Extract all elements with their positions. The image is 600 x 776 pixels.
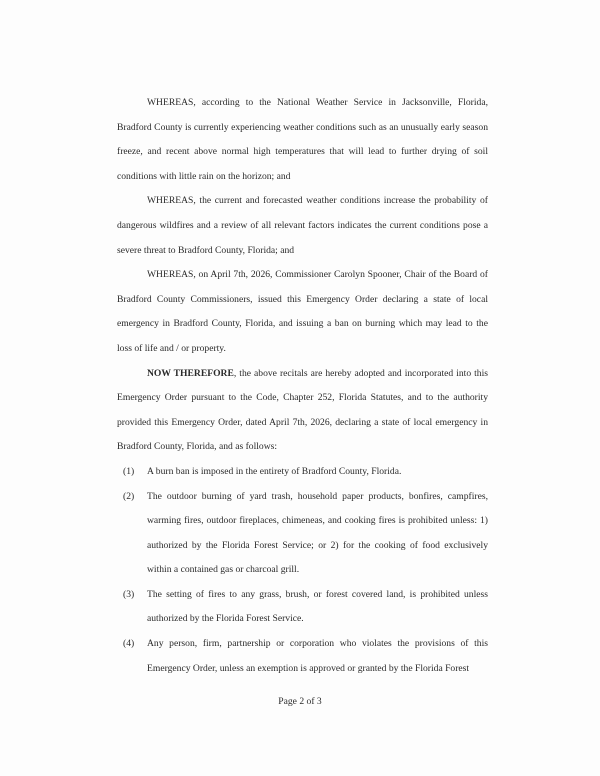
list-item-text: The outdoor burning of yard trash, household paper products, bonfires, campfires, warming fires, outdoor fireplaces, chimeneas, and cooking fires is prohibited unless: 1) authorized by the Florida Forest Service; or 2) for the cooking of food exclusively within a contained gas or charcoal grill. [147,490,488,576]
page-number-footer: Page 2 of 3 [278,696,322,707]
order-list [117,460,488,681]
now-therefore-text: , the above recitals are hereby adopted and incorporated into this Emergency Order pursuant to the Code, Chapter 252, Florida Statutes, and to the authority provided this Emergency Order, dated April 7th, 2026, declaring a state of local emergency in Bradford County, Florida, and as follows: [117,367,488,453]
list-item [123,460,488,485]
list-item-text: A burn ban is imposed in the entirety of Bradford County, Florida. [147,465,402,477]
list-item-text: Any person, firm, partnership or corporation who violates the provisions of this Emergency Order, unless an exemption is approved or granted by the Florida Forest [147,638,488,674]
list-item-text: The setting of fires to any grass, brush, or forest covered land, is prohibited unless authorized by the Florida Forest Service. [147,588,488,625]
list-item [123,485,488,583]
list-item [123,583,488,632]
list-item-number: (3) [123,588,135,600]
list-item-number: (2) [123,490,135,502]
now-therefore-lead: NOW THEREFORE [147,367,234,379]
whereas-paragraph-1: WHEREAS, according to the National Weather Service in Jacksonville, Florida, Bradford County is currently experiencing weather conditions such as an unusually early season freeze, and recent above normal high temperatures that will lead to further drying of soil conditions with little rain on the horizon; and [117,97,488,182]
now-therefore-paragraph [117,362,488,460]
list-item [123,632,488,681]
document-body [117,91,488,681]
whereas-paragraph-2: WHEREAS, the current and forecasted weather conditions increase the probability of dangerous wildfires and a review of all relevant factors indicates the current conditions pose a severe threat to Bradford County, Florida; and [117,195,488,256]
list-item-number: (4) [123,638,135,650]
list-item-number: (1) [123,465,135,477]
whereas-paragraph-3: WHEREAS, on April 7th, 2026, Commissioner Carolyn Spooner, Chair of the Board of Bradford County Commissioners, issued this Emergency Order declaring a state of local emergency in Bradford County, Florida, and issuing a ban on burning which may lead to the loss of life and / or property. [117,269,488,354]
